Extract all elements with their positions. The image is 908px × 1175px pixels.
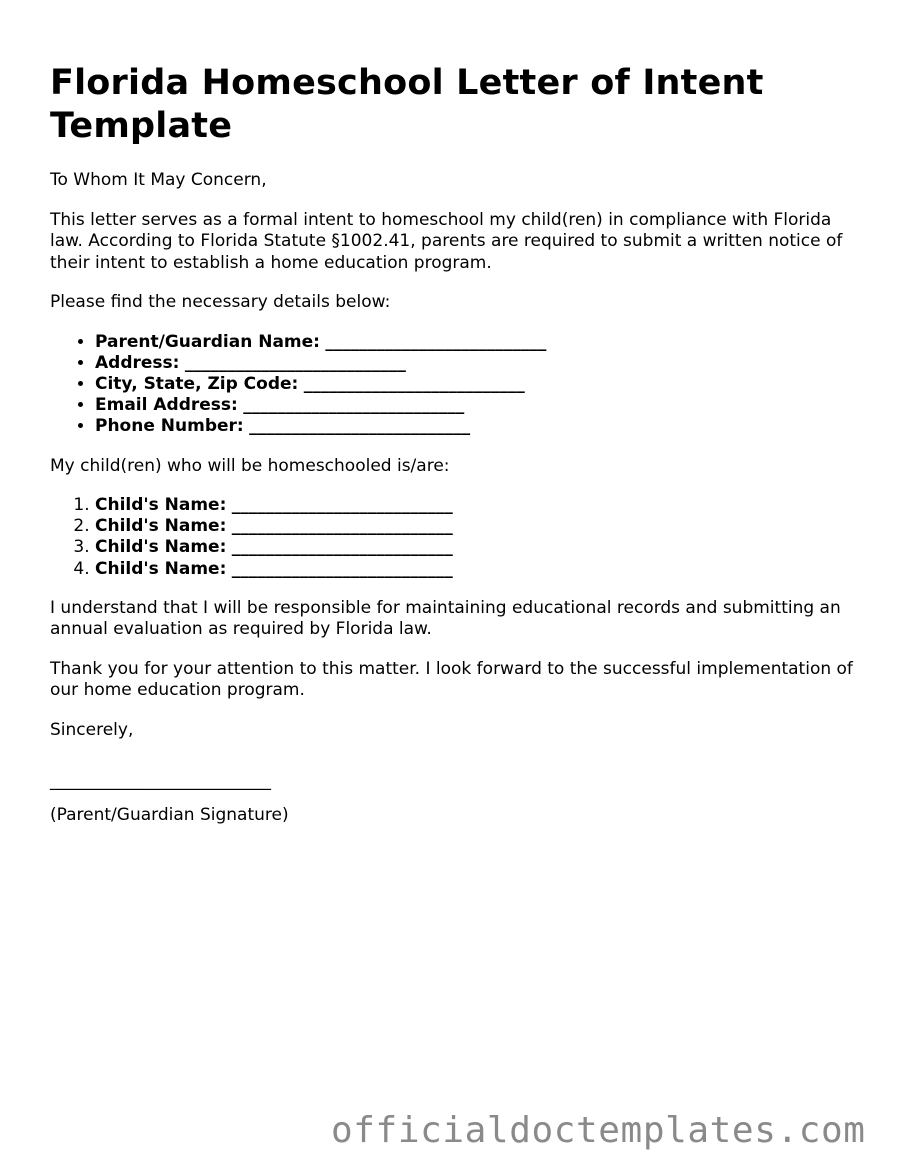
intro-paragraph: This letter serves as a formal intent to homeschool my child(ren) in compliance with Florida law. According to Florida Statute §1002.41, parents are required to submit a written notice of their intent to establish a home education program.	[50, 209, 843, 273]
responsibility-paragraph: I understand that I will be responsible for maintaining educational records and submitting an annual evaluation as required by Florida law.	[50, 597, 841, 640]
child-label: Child's Name:	[95, 537, 227, 558]
children-list	[50, 495, 860, 580]
child-blank: __________________________	[231, 558, 453, 579]
thanks-paragraph: Thank you for your attention to this matter. I look forward to the successful implementation of our home education program.	[50, 658, 853, 701]
signature-caption: (Parent/Guardian Signature)	[50, 805, 289, 826]
letter-page	[50, 62, 860, 845]
children-intro: My child(ren) who will be homeschooled is/are:	[50, 455, 450, 476]
child-blank: __________________________	[231, 516, 453, 537]
watermark: officialdoctemplates.com	[331, 1110, 866, 1151]
signature-line: __________________________	[50, 771, 271, 792]
detail-blank: __________________________	[249, 416, 471, 437]
child-blank: __________________________	[231, 495, 453, 516]
document-title: Florida Homeschool Letter of Intent Template	[50, 63, 764, 146]
detail-label: Address:	[95, 352, 180, 373]
salutation: To Whom It May Concern,	[50, 170, 267, 190]
child-item	[95, 516, 860, 537]
detail-blank: __________________________	[184, 352, 406, 373]
detail-blank: __________________________	[303, 373, 525, 394]
child-item	[95, 537, 860, 558]
detail-blank: __________________________	[325, 331, 547, 352]
child-label: Child's Name:	[95, 495, 227, 516]
detail-item-phone	[95, 416, 860, 437]
closing: Sincerely,	[50, 719, 134, 740]
child-item	[95, 559, 860, 580]
child-label: Child's Name:	[95, 516, 227, 537]
detail-item-parent-name	[95, 332, 860, 353]
details-intro: Please find the necessary details below:	[50, 292, 391, 312]
details-list	[50, 332, 860, 438]
detail-label: Parent/Guardian Name:	[95, 331, 320, 352]
child-blank: __________________________	[231, 537, 453, 558]
detail-label: City, State, Zip Code:	[95, 373, 299, 394]
detail-label: Email Address:	[95, 395, 238, 416]
detail-label: Phone Number:	[95, 416, 244, 437]
child-label: Child's Name:	[95, 558, 227, 579]
child-item	[95, 495, 860, 516]
detail-item-address	[95, 353, 860, 374]
detail-blank: __________________________	[243, 395, 465, 416]
detail-item-city-state-zip	[95, 374, 860, 395]
detail-item-email	[95, 395, 860, 416]
